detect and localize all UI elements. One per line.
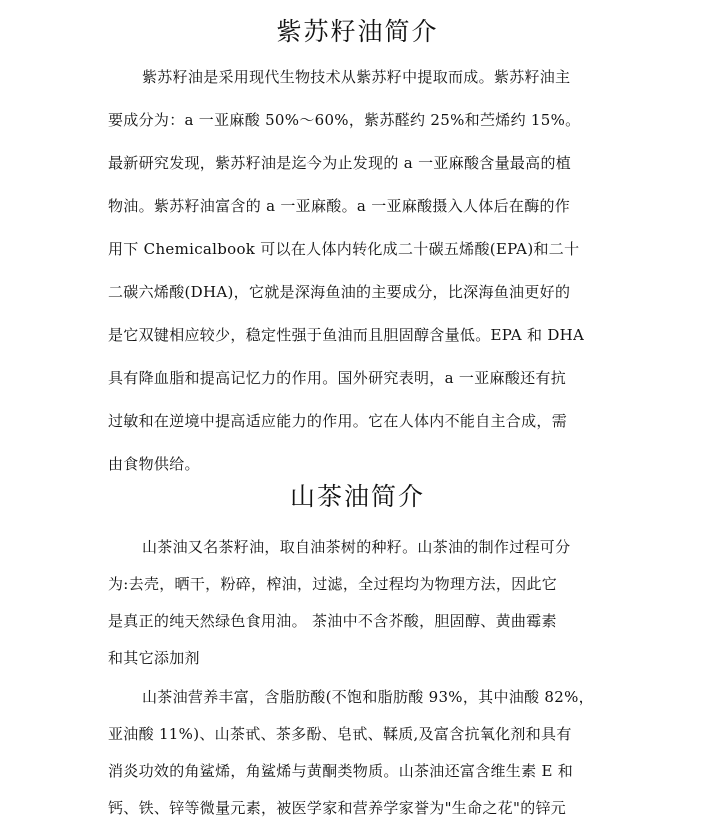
paragraph-line: 山茶油营养丰富，含脂肪酸(不饱和脂肪酸 93%，其中油酸 82%，	[142, 688, 594, 706]
paragraph-line: 紫苏籽油是采用现代生物技术从紫苏籽中提取而成。紫苏籽油主	[142, 68, 571, 86]
paragraph-line: 由食物供给。	[108, 455, 200, 473]
paragraph-line: 为:去壳，晒干，粉碎，榨油，过滤，全过程均为物理方法，因此它	[108, 575, 558, 593]
paragraph-line: 是真正的纯天然绿色食用油。 茶油中不含芥酸，胆固醇、黄曲霉素	[108, 612, 557, 630]
paragraph-line: 用下 Chemicalbook 可以在人体内转化成二十碳五烯酸(EPA)和二十	[108, 240, 580, 258]
paragraph-line: 消炎功效的角鲨烯，角鲨烯与黄酮类物质。山茶油还富含维生素 E 和	[108, 762, 574, 780]
paragraph-line: 是它双键相应较少，稳定性强于鱼油而且胆固醇含量低。EPA 和 DHA	[108, 326, 585, 344]
paragraph-line: 物油。紫苏籽油富含的 a 一亚麻酸。a 一亚麻酸摄入人体后在酶的作	[108, 197, 571, 215]
section-title-camellia: 山茶油简介	[289, 482, 425, 511]
paragraph-line: 钙、铁、锌等微量元素，被医学家和营养学家誉为"生命之花"的锌元	[108, 799, 567, 817]
paragraph-line: 过敏和在逆境中提高适应能力的作用。它在人体内不能自主合成，需	[108, 412, 568, 430]
paragraph-line: 二碳六烯酸(DHA)，它就是深海鱼油的主要成分，比深海鱼油更好的	[108, 283, 571, 301]
paragraph-line: 亚油酸 11%)、山茶甙、茶多酚、皂甙、鞣质,及富含抗氧化剂和具有	[108, 725, 572, 743]
paragraph-line: 要成分为：a 一亚麻酸 50%～60%，紫苏醛约 25%和苎烯约 15%。	[108, 111, 581, 129]
paragraph-line: 和其它添加剂	[108, 649, 200, 667]
paragraph-line: 最新研究发现，紫苏籽油是迄今为止发现的 a 一亚麻酸含量最高的植	[108, 154, 572, 172]
paragraph-line: 山茶油又名茶籽油，取自油茶树的种籽。山茶油的制作过程可分	[142, 538, 571, 556]
section-title-perilla: 紫苏籽油简介	[276, 17, 439, 46]
paragraph-line: 具有降血脂和提高记忆力的作用。国外研究表明，a 一亚麻酸还有抗	[108, 369, 567, 387]
